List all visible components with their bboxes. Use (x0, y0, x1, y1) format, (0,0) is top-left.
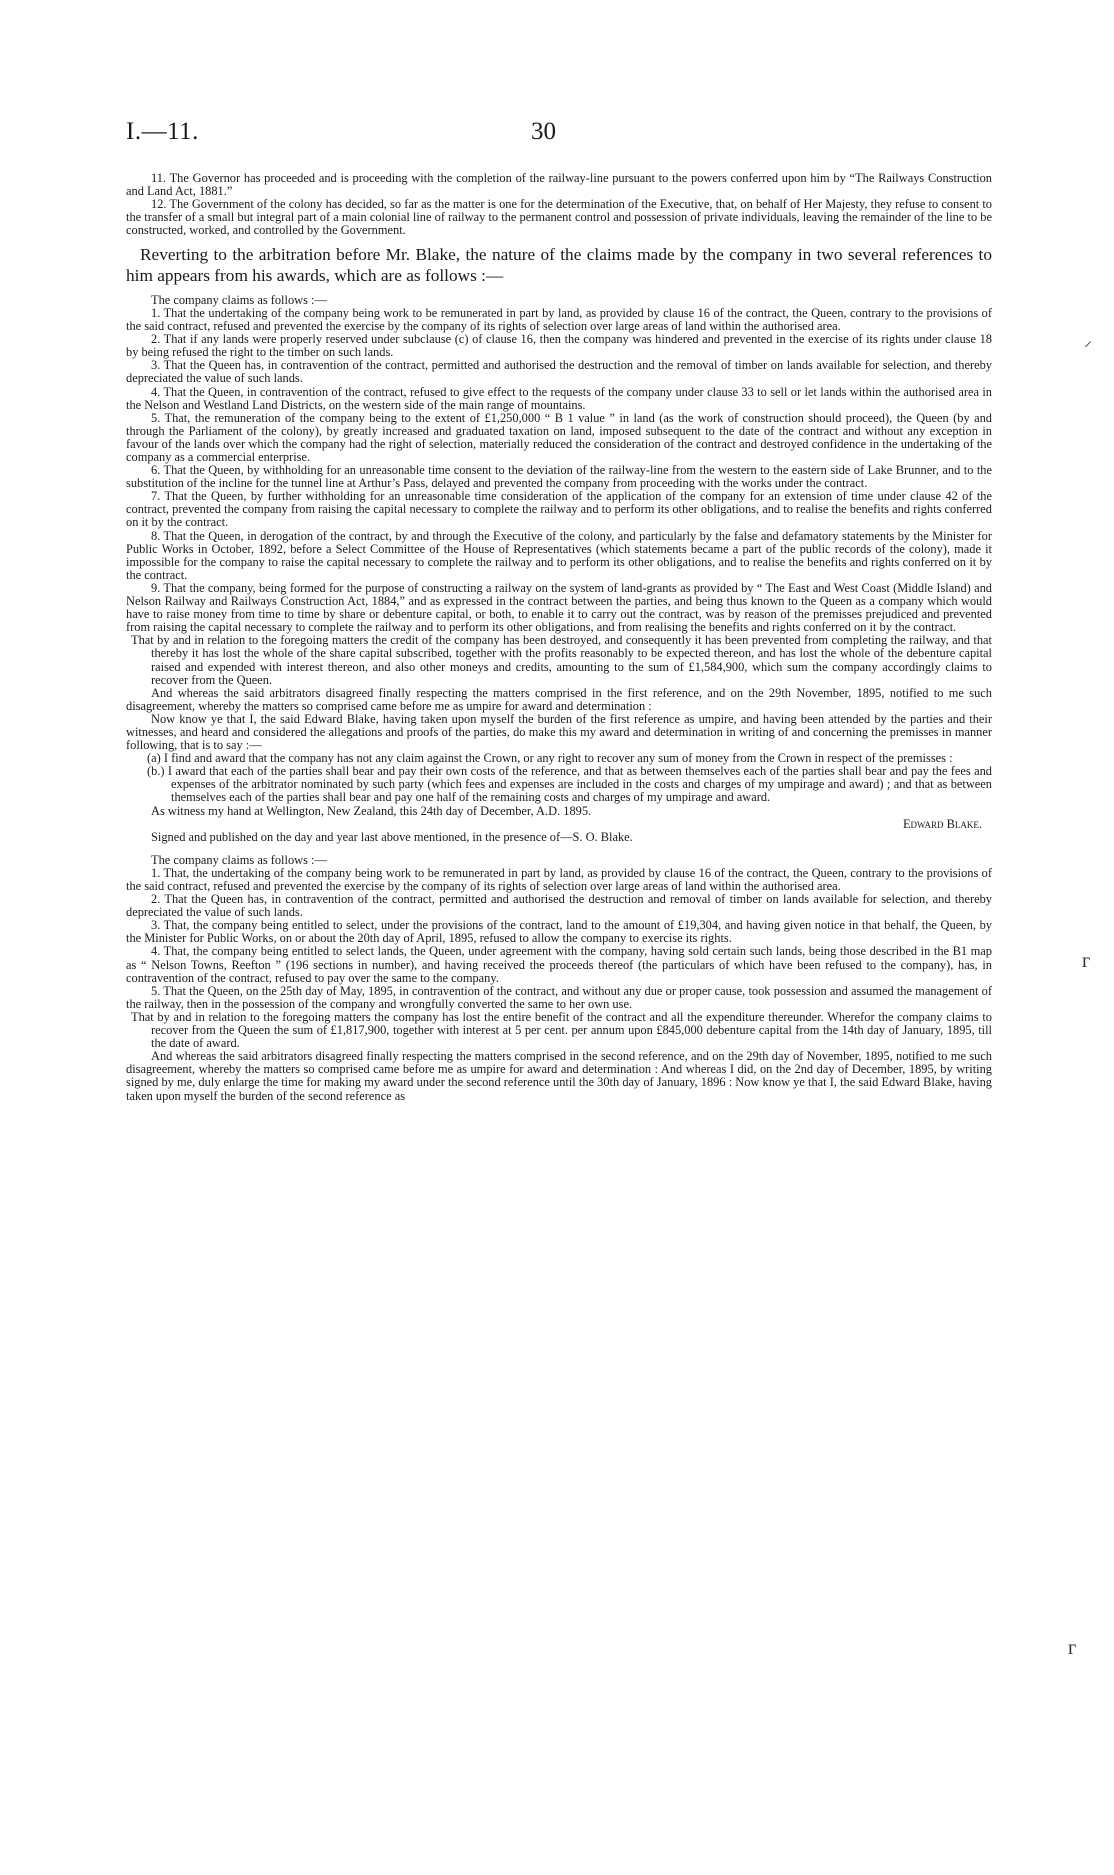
margin-mark: ⸝ (1084, 333, 1093, 350)
award-paragraph: Now know ye that I, the said Edward Blake, having taken upon myself the burden of the first reference as umpire, and having been attended by the parties and their witnesses, and heard and considered the allegations and proofs of the parties, do make this my award and determination in writing of and concerning the premisses in manner following, that is to say :— (126, 711, 992, 753)
margin-mark: ᴦ (1068, 1637, 1077, 1659)
signed-line: Signed and published on the day and year last above mentioned, in the presence of—S. O. Blake. (151, 829, 633, 844)
margin-mark: ᴦ (1082, 950, 1091, 972)
claim-item: 5. That, the remuneration of the company being to the extent of £1,250,000 “ B 1 value ” in land (as the work of construction should proceed), the Queen (by and through the Parliament of the colony), by greatly increased and graduated taxation on land, imposed subsequent to the date of the contract and without any exception in favour of the lands over which the company had the right of selection, materially reduced the consideration of the contract and destroyed confidence in the undertaking of the company as a commercial enterprise. (126, 410, 992, 464)
paragraph: 11. The Governor has proceeded and is proceeding with the completion of the railway-line pursuant to the powers conferred upon him by “The Railways Construction and Land Act, 1881.” (126, 171, 992, 199)
document-body (126, 172, 992, 1103)
claim-item: 7. That the Queen, by further withholding for an unreasonable time consideration of the application of the company for an extension of time under clause 42 of the contract, prevented the company from raising the capital necessary to complete the railway and to perform its other obligations, and to realise the benefits and rights conferred on it by the contract. (126, 489, 992, 530)
award-item: (a) I find and award that the company has not any claim against the Crown, or any right to recover any sum of money from the Crown in respect of the premisses : (147, 751, 953, 766)
document-id: I.—11. (126, 118, 199, 145)
claim-item: 2. That the Queen has, in contravention of the contract, permitted and authorised the destruction and removal of timber on lands available for selection, and thereby depreciated the value of such lands. (126, 892, 992, 920)
page-number: 30 (531, 118, 556, 145)
claim-item: 8. That the Queen, in derogation of the contract, by and through the Executive of the colony, and particularly by the false and defamatory statements by the Minister for Public Works in October, 1892, before a Select Committee of the House of Representatives (which statements became a part of the public records of the colony), made it impossible for the company to raise the capital necessary to complete the railway and to perform its other obligations, and to realise the benefits and rights conferred on it by the contract. (126, 528, 992, 582)
witness-line: As witness my hand at Wellington, New Zealand, this 24th day of December, A.D. 1895. (151, 803, 592, 818)
claims-heading: The company claims as follows :— (151, 852, 327, 867)
claims-heading: The company claims as follows :— (151, 292, 327, 307)
claim-summary: That by and in relation to the foregoing matters the company has lost the entire benefit of the contract and all the expenditure thereunder. Wherefor the company claims to recover from the Queen the sum of £1,817,900, together with interest at 5 per cent. per annum upon £845,000 debenture capital from the 14th day of January, 1895, till the date of award. (131, 1009, 992, 1051)
claim-item: 4. That the Queen, in contravention of the contract, refused to give effect to the requests of the company under clause 33 to sell or let lands within the authorised area in the Nelson and Westland Land Districts, on the western side of the main range of mountains. (126, 384, 992, 412)
page-header (126, 118, 992, 148)
claim-item: 3. That, the company being entitled to select, under the provisions of the contract, land to the amount of £19,304, and having given notice in that behalf, the Queen, by the Minister for Public Works, on or about the 20th day of April, 1895, refused to allow the company to exercise its rights. (126, 918, 992, 946)
award-paragraph: And whereas the said arbitrators disagreed finally respecting the matters comprised in the second reference, and on the 29th day of November, 1895, notified to me such disagreement, whereby the matters so comprised came before me as umpire for award and determination : And whereas I did, on the 2nd day of December, 1895, by writing signed by me, duly enlarge the time for making my award under the second reference until the 30th day of January, 1896 : Now know ye that I, the said Edward Blake, having taken upon myself the burden of the second reference as (126, 1049, 992, 1103)
claim-item: 1. That the undertaking of the company being work to be remunerated in part by land, as provided by clause 16 of the contract, the Queen, contrary to the provisions of the said contract, refused and prevented the exercise by the company of its rights of selection over large areas of land within the authorised area. (126, 305, 992, 334)
claim-item: 3. That the Queen has, in contravention of the contract, permitted and authorised the destruction and the removal of timber on lands available for selection, and thereby depreciated the value of such lands. (126, 358, 992, 386)
claim-item: 9. That the company, being formed for the purpose of constructing a railway on the system of land-grants as provided by “ The East and West Coast (Middle Island) and Nelson Railway and Railways Construction Act, 1884,” and as expressed in the contract between the parties, and being thus known to the Queen as a company which would have to raise money from time to time by share or debenture capital, or both, to enable it to carry out the contract, was by reason of the premisses prejudiced and prevented from raising the capital necessary to complete the railway and to perform its other obligations, and from realising the benefits and rights conferred on it by the contract. (126, 580, 992, 635)
claim-item: 5. That the Queen, on the 25th day of May, 1895, in contravention of the contract, and without any due or proper cause, took possession and assumed the management of the railway, then in the possession of the company and wrongfully converted the same to her own use. (126, 983, 992, 1011)
signature: Edward Blake. (902, 816, 982, 831)
claim-summary: That by and in relation to the foregoing matters the credit of the company has been destroyed, and consequently it has been prevented from completing the railway, and that thereby it has lost the whole of the share capital subscribed, together with the profits reasonably to be expected thereon, and has lost the whole of the debenture capital raised and expended with interest thereon, and also other moneys and credits, amounting to the sum of £1,584,900, which sum the company accordingly claims to recover from the Queen. (131, 633, 992, 687)
claim-item: 2. That if any lands were properly reserved under subclause (c) of clause 16, then the company was hindered and prevented in the exercise of its rights under clause 18 by being refused the right to the timber on such lands. (126, 332, 992, 360)
award-item: (b.) I award that each of the parties shall bear and pay their own costs of the reference, and that as between themselves each of the parties shall bear and pay the fees and expenses of the arbitrator nominated by such party (which fees and expenses are included in the costs and charges of my umpirage and award) ; and that as between themselves each of the parties shall bear and pay one half of the remaining costs and charges of my umpirage and award. (147, 764, 992, 805)
award-paragraph: And whereas the said arbitrators disagreed finally respecting the matters comprised in the first reference, and on the 29th November, 1895, notified to me such disagreement, whereby the matters so comprised came before me as umpire for award and determination : (126, 685, 992, 713)
claim-item: 6. That the Queen, by withholding for an unreasonable time consent to the deviation of the railway-line from the western to the eastern side of Lake Brunner, and to the substitution of the incline for the tunnel line at Arthur’s Pass, delayed and prevented the company from proceeding with the works under the contract. (126, 463, 992, 491)
claim-item: 1. That, the undertaking of the company being work to be remunerated in part by land, as provided by clause 16 of the contract, the Queen, contrary to the provisions of the said contract, refused and prevented the exercise by the company of its rights of selection over large areas of land within the authorised area. (126, 865, 992, 893)
claim-item: 4. That, the company being entitled to select lands, the Queen, under agreement with the company, having sold certain such lands, being those described in the B1 map as “ Nelson Towns, Reefton ” (196 sections in number), and having received the proceeds thereof (the particulars of which have been refused to the company), has, in contravention of the contract, refused to pay over the same to the company. (126, 944, 992, 985)
intro-paragraph: Reverting to the arbitration before Mr. Blake, the nature of the claims made by the company in two several references to him appears from his awards, which are as follows :— (126, 245, 992, 285)
paragraph: 12. The Government of the colony has decided, so far as the matter is one for the determination of the Executive, that, on behalf of Her Majesty, they refuse to consent to the transfer of a small but integral part of a main colonial line of railway to the permanent control and possession of private individuals, leaving the remainder of the line to be constructed, worked, and controlled by the Government. (126, 197, 992, 238)
